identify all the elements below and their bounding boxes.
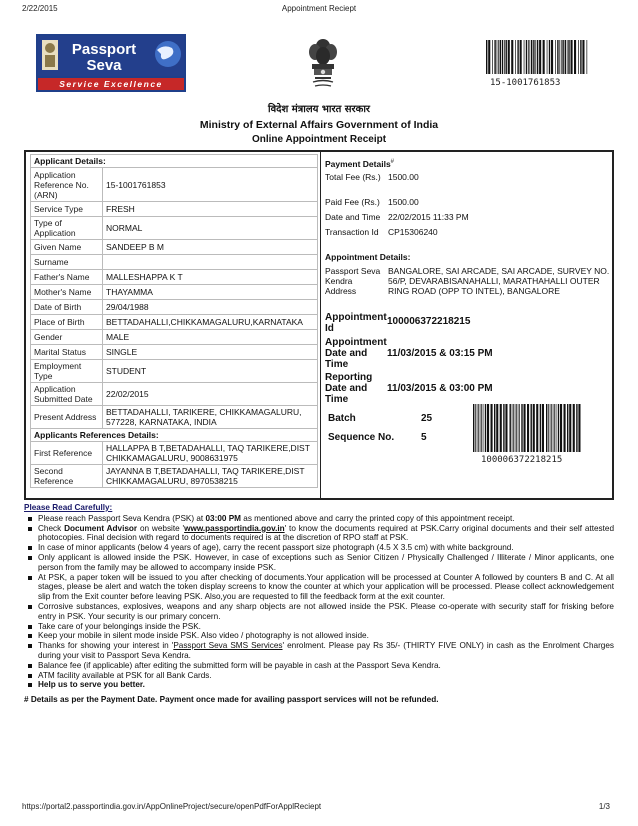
barcode-bar (553, 404, 554, 452)
table-row: Type of Application NORMAL (31, 217, 318, 240)
total-fee-label: Total Fee (Rs.) (325, 172, 381, 182)
barcode-bar (521, 404, 522, 452)
transaction-id-value: CP15306240 (388, 227, 438, 237)
psk-address-label: Passport Seva Kendra Address (325, 266, 381, 296)
barcode-bar (505, 404, 507, 452)
barcode-bar (554, 404, 555, 452)
list-item: Keep your mobile in silent mode inside PSK. Also video / photography is not allowed inside. (24, 631, 614, 641)
list-item: Balance fee (if applicable) after editing the submitted form will be payable in cash at the Passport Seva Kendra. (24, 661, 614, 671)
total-fee-value: 1500.00 (388, 172, 419, 182)
table-row: Second Reference JAYANNA B T,BETADAHALLI, TAQ TARIKERE,DIST CHIKKAMAGALURU, 8970538215 (31, 465, 318, 488)
barcode-bar (496, 404, 498, 452)
barcode-bar (473, 404, 474, 452)
table-row: Father's Name MALLESHAPPA K T (31, 270, 318, 285)
barcode-bar (488, 40, 490, 74)
barcode-bar (551, 40, 553, 74)
table-row: Given Name SANDEEP B M (31, 240, 318, 255)
barcode-bar (504, 40, 505, 74)
barcode-bar (547, 40, 548, 74)
barcode-bar (478, 404, 479, 452)
barcode-bar (564, 404, 566, 452)
list-item: Help us to serve you better. (24, 680, 614, 690)
barcode-bar (515, 40, 516, 74)
barcode-bar (568, 40, 569, 74)
table-row: Present Address BETTADAHALLI, TARIKERE, CHIKKAMAGALURU, 577228, KARNATAKA, INDIA (31, 406, 318, 429)
barcode-bar (539, 40, 541, 74)
barcode-bar (494, 40, 495, 74)
sequence-value: 5 (421, 432, 427, 443)
appointment-datetime-value: 11/03/2015 & 03:15 PM (387, 348, 493, 359)
barcode-bar (562, 40, 563, 74)
barcode-bar (475, 404, 476, 452)
list-item: Take care of your belongings inside the PSK. (24, 622, 614, 632)
list-item: Check Document Advisor on website 'www.passportindia.gov.in' to know the documents required at PSK.Carry original documents and their self attested photocopies. Final decision with regard to documents required is at the discretion of RPO staff at PSK. (24, 524, 614, 544)
barcode-bar (561, 40, 562, 74)
list-item: Thanks for showing your interest in 'Passport Seva SMS Services' enrolment. Please pay Rs 35/- (THIRTY FIVE ONLY) in cash as the Enrolment Charges during your visit to Passport Seva Kendra. (24, 641, 614, 661)
barcode-bar (486, 40, 487, 74)
paid-fee-value: 1500.00 (388, 197, 419, 207)
barcode-bar (480, 404, 481, 452)
logo-line1: Passport (71, 41, 137, 58)
batch-label: Batch (328, 413, 356, 424)
barcode-bar (508, 40, 510, 74)
passport-seva-logo (36, 34, 186, 92)
barcode-bar (530, 40, 531, 74)
barcode-bar (502, 40, 503, 74)
barcode-bar (565, 40, 566, 74)
barcode-bar (537, 40, 538, 74)
barcode-bar (494, 404, 495, 452)
table-row: Surname (31, 255, 318, 270)
list-item: Please reach Passport Seva Kendra (PSK) at 03:00 PM as mentioned above and carry the printed copy of this appointment receipt. (24, 514, 614, 524)
barcode-bar (569, 404, 571, 452)
receipt-title: Online Appointment Receipt (251, 134, 387, 145)
barcode-bar (519, 404, 520, 452)
barcode-bar (558, 404, 559, 452)
passport-website-link[interactable]: www.passportindia.gov.in (184, 523, 285, 533)
list-item: Corrosive substances, explosives, weapons and any sharp objects are not allowed inside the PSK. Please co-operate with security staff for frisking before entry in PSK. Your security is our primary concern. (24, 602, 614, 622)
barcode-bar (531, 40, 532, 74)
barcode-bar (512, 404, 513, 452)
barcode-bar (548, 404, 549, 452)
barcode-bar (477, 404, 478, 452)
barcode-bar (527, 404, 529, 452)
table-row: Marital Status SINGLE (31, 345, 318, 360)
barcode-bar (506, 40, 507, 74)
barcode-bar (513, 404, 514, 452)
barcode-bar (559, 40, 560, 74)
payment-datetime-label: Date and Time (325, 212, 381, 222)
barcode-bar (518, 404, 519, 452)
print-title: Appointment Reciept (281, 4, 357, 13)
list-item: ATM facility available at PSK for all Bank Cards. (24, 671, 614, 681)
barcode-bar (550, 404, 551, 452)
barcode-bar (549, 40, 550, 74)
barcode-bar (498, 40, 499, 74)
refund-note: # Details as per the Payment Date. Payment once made for availing passport services will not be refunded. (24, 695, 439, 705)
table-row: Place of Birth BETTADAHALLI,CHIKKAMAGALURU,KARNATAKA (31, 315, 318, 330)
appointment-id-value: 100006372218215 (387, 316, 471, 327)
state-emblem-icon (305, 36, 341, 92)
barcode-bar (510, 404, 511, 452)
barcode-bar (542, 404, 544, 452)
barcode-bar (540, 404, 541, 452)
applicant-details-table (30, 154, 318, 488)
barcode-bar (500, 404, 502, 452)
list-item: In case of minor applicants (below 4 years of age), carry the recent passport size photograph (4.5 X 3.5 cm) with white background. (24, 543, 614, 553)
table-row: Gender MALE (31, 330, 318, 345)
barcode-bar (485, 404, 486, 452)
ministry-title: Ministry of External Affairs Government of India (199, 119, 439, 131)
table-row: Date of Birth 29/04/1988 (31, 300, 318, 315)
sequence-label: Sequence No. (328, 432, 395, 443)
barcode-bar (546, 404, 547, 452)
emblem-mini-icon (42, 40, 58, 70)
table-row: First Reference HALLAPPA B T,BETADAHALLI, TAQ TARIKERE,DIST CHIKKAMAGALURU, 9008631975 (31, 442, 318, 465)
list-item: Only applicant is allowed inside the PSK. However, in case of exceptions such as Senior Citizen / Physically Challenged / Illiterate / Minor applicants, one person from the family may be allowed to accompany inside PSK. (24, 553, 614, 573)
print-date: 2/22/2015 (22, 4, 58, 13)
barcode-bar (560, 404, 562, 452)
barcode-bar (511, 40, 513, 74)
reporting-datetime-label: Reporting Date and Time (325, 372, 373, 405)
barcode-bar (517, 40, 518, 74)
logo-line2: Seva (86, 57, 122, 74)
table-row: Application Submitted Date 22/02/2015 (31, 383, 318, 406)
barcode-bar (533, 40, 534, 74)
barcode-bar (543, 40, 545, 74)
barcode-bar (497, 40, 498, 74)
arn-barcode (485, 40, 589, 74)
instructions-heading: Please Read Carefully: (24, 503, 113, 512)
table-row: Employment Type STUDENT (31, 360, 318, 383)
barcode-bar (528, 40, 529, 74)
barcode-bar (526, 40, 527, 74)
table-row: Application Reference No. (ARN) 15-1001761853 (31, 168, 318, 202)
appointment-barcode (472, 404, 582, 452)
reporting-datetime-value: 11/03/2015 & 03:00 PM (387, 383, 493, 394)
list-item: At PSK, a paper token will be issued to you after checking of documents.Your application will be processed at Counter A followed by counters B and C. At all stages, please be alert and watch the token display screens to know the counter at which your application will be processed. Please collect acknowledgement slip from the Exit counter before leaving PSK. Also,you are requested to fill the feedback form at the exit counter. (24, 573, 614, 602)
appointment-id-label: Appointment Id (325, 312, 387, 334)
instructions-section (24, 503, 614, 705)
barcode-bar (578, 404, 580, 452)
sms-services-link[interactable]: Passport Seva SMS Services (173, 641, 283, 651)
barcode-bar (535, 40, 536, 74)
barcode-bar (492, 40, 493, 74)
psk-address-value: BANGALORE, SAI ARCADE, SAI ARCADE, SURVEY NO. 56/P, DEVARABISANAHALLI, MARATHAHALLI OUTER RING ROAD (OPP TO INTEL), BANGALORE (388, 266, 610, 296)
column-divider (320, 150, 321, 500)
barcode-bar (580, 40, 581, 74)
barcode-bar (520, 40, 522, 74)
barcode-bar (557, 40, 558, 74)
table-row: Service Type FRESH (31, 202, 318, 217)
globe-icon (155, 41, 181, 67)
barcode-bar (555, 40, 556, 74)
payment-datetime-value: 22/02/2015 11:33 PM (388, 212, 469, 222)
applicant-heading: Applicant Details: (31, 155, 318, 168)
batch-value: 25 (421, 413, 433, 424)
arn-barcode-text: 15-1001761853 (490, 78, 561, 88)
appointment-datetime-label: Appointment Date and Time (325, 337, 387, 370)
barcode-bar (567, 404, 568, 452)
references-heading: Applicants References Details: (31, 429, 318, 442)
table-row: Mother's Name THAYAMMA (31, 285, 318, 300)
barcode-bar (524, 404, 526, 452)
barcode-bar (573, 404, 575, 452)
barcode-bar (536, 404, 538, 452)
barcode-bar (487, 404, 489, 452)
barcode-bar (491, 404, 493, 452)
barcode-bar (483, 404, 484, 452)
page-number: 1/3 (598, 802, 610, 811)
barcode-bar (481, 404, 482, 452)
barcode-bar (574, 40, 576, 74)
paid-fee-label: Paid Fee (Rs.) (325, 197, 380, 207)
hindi-title: विदेश मंत्रालय भारत सरकार (268, 104, 370, 115)
barcode-bar (531, 404, 532, 452)
payment-heading: Payment Details# (325, 158, 395, 169)
footer-url: https://portal2.passportindia.gov.in/AppOnlineProject/secure/openPdfForApplReciept (22, 802, 322, 811)
barcode-bar (578, 40, 579, 74)
barcode-bar (516, 404, 517, 452)
barcode-bar (576, 404, 577, 452)
barcode-bar (587, 40, 588, 74)
barcode-bar (567, 40, 568, 74)
logo-tagline: Service Excellence (59, 79, 163, 89)
barcode-bar (551, 404, 552, 452)
barcode-bar (515, 404, 516, 452)
barcode-bar (556, 404, 557, 452)
barcode-bar (582, 40, 584, 74)
barcode-bar (571, 40, 573, 74)
appointment-heading: Appointment Details: (325, 252, 411, 262)
barcode-bar (500, 40, 501, 74)
appointment-barcode-text: 100006372218215 (481, 455, 563, 465)
transaction-id-label: Transaction Id (325, 227, 379, 237)
barcode-bar (533, 404, 535, 452)
barcode-bar (503, 404, 504, 452)
barcode-bar (524, 40, 525, 74)
